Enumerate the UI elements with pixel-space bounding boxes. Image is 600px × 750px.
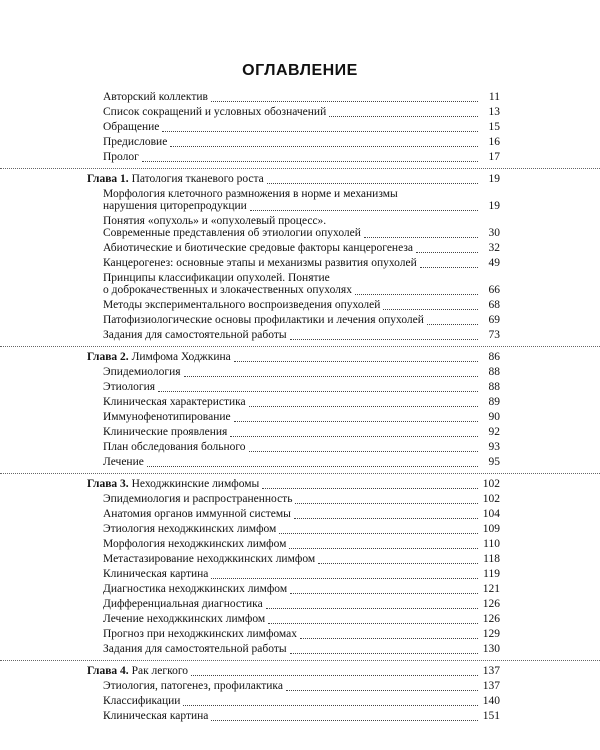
dot-leader <box>184 376 478 377</box>
page-number: 118 <box>483 553 500 565</box>
dot-leader <box>295 503 478 504</box>
toc-entry <box>0 256 600 271</box>
dot-leader <box>191 675 478 676</box>
toc-label: Лечение неходжкинских лимфом <box>103 613 266 625</box>
chapter-row <box>0 350 600 365</box>
dot-leader <box>234 421 478 422</box>
dot-leader <box>364 237 478 238</box>
dot-leader <box>170 146 478 147</box>
dot-leader <box>162 131 478 132</box>
toc-label: Патофизиологические основы профилактики и лечения опухолей <box>103 314 424 326</box>
toc-entry <box>0 90 600 105</box>
page-number: 68 <box>488 299 500 311</box>
chapter-heading <box>87 172 264 187</box>
dot-leader <box>249 406 478 407</box>
page-number: 88 <box>488 381 500 393</box>
toc-entry <box>0 410 600 425</box>
dot-leader <box>294 518 478 519</box>
page-number: 86 <box>488 351 500 363</box>
page-number: 16 <box>488 136 500 148</box>
toc-label: План обследования больного <box>103 441 246 453</box>
toc-entry <box>0 241 600 256</box>
toc-label: Анатомия органов иммунной системы <box>103 508 291 520</box>
toc-label: Эпидемиология <box>103 366 181 378</box>
toc-entry <box>0 567 600 582</box>
page-number: 95 <box>488 456 500 468</box>
toc-label: Морфология неходжкинских лимфом <box>103 538 287 550</box>
dot-leader <box>427 324 478 325</box>
toc-label: Абиотические и биотические средовые факторы канцерогенеза <box>103 242 413 254</box>
page-number: 19 <box>488 200 500 212</box>
dot-leader <box>211 578 478 579</box>
chapter-section <box>0 168 600 343</box>
page-number: 110 <box>483 538 500 550</box>
dot-leader <box>234 361 478 362</box>
toc-label-continued: нарушения циторепродукции <box>103 200 247 212</box>
toc-label: Этиология, патогенез, профилактика <box>103 680 283 692</box>
toc-entry <box>0 679 600 694</box>
page-number: 11 <box>488 91 500 103</box>
chapter-heading <box>87 664 188 679</box>
toc-entry <box>0 709 600 724</box>
toc-entry <box>0 135 600 150</box>
chapter-number: Глава 4. <box>87 665 129 677</box>
page-number: 15 <box>488 121 500 133</box>
page-number: 13 <box>488 106 500 118</box>
toc-entry <box>0 537 600 552</box>
chapter-title: Рак легкого <box>131 665 189 677</box>
toc-label: Задания для самостоятельной работы <box>103 643 287 655</box>
toc-entry <box>0 597 600 612</box>
dot-leader <box>211 720 478 721</box>
toc-entry <box>0 694 600 709</box>
toc-entry <box>0 105 600 120</box>
chapter-title: Патология тканевого роста <box>131 173 264 185</box>
dot-leader <box>230 436 478 437</box>
dot-leader <box>279 533 478 534</box>
toc-label-continued: Современные представления об этиологии опухолей <box>103 227 361 239</box>
table-of-contents <box>0 90 600 724</box>
toc-entry <box>0 187 600 214</box>
dot-leader <box>290 653 478 654</box>
page-number: 73 <box>488 329 500 341</box>
toc-label: Клиническая картина <box>103 568 209 580</box>
page-number: 151 <box>482 710 500 722</box>
toc-label: Дифференциальная диагностика <box>103 598 263 610</box>
dot-leader <box>300 638 478 639</box>
toc-label: Лечение <box>103 456 144 468</box>
page-number: 137 <box>482 665 500 677</box>
toc-entry <box>0 552 600 567</box>
toc-entry <box>0 271 600 298</box>
chapter-number: Глава 3. <box>87 478 129 490</box>
page-number: 17 <box>488 151 500 163</box>
chapter-row <box>0 664 600 679</box>
chapter-title: Лимфома Ходжкина <box>131 351 231 363</box>
toc-label: Обращение <box>103 121 160 133</box>
page-number: 109 <box>482 523 500 535</box>
dot-leader <box>290 339 478 340</box>
toc-label: Клиническая картина <box>103 710 209 722</box>
dot-leader <box>290 593 478 594</box>
dot-leader <box>183 705 478 706</box>
toc-label: Морфология клеточного размножения в норме и механизмы <box>103 188 398 200</box>
toc-label: Пролог <box>103 151 139 163</box>
dot-leader <box>329 116 478 117</box>
page-number: 119 <box>483 568 500 580</box>
toc-entry <box>0 612 600 627</box>
toc-label: Классификации <box>103 695 181 707</box>
page-number: 126 <box>482 598 500 610</box>
toc-entry <box>0 150 600 165</box>
toc-label: Предисловие <box>103 136 168 148</box>
toc-entry <box>0 328 600 343</box>
dot-leader <box>250 210 478 211</box>
page-number: 121 <box>482 583 500 595</box>
toc-entry <box>0 522 600 537</box>
toc-label: Понятия «опухоль» и «опухолевый процесс». <box>103 215 327 227</box>
toc-entry <box>0 582 600 597</box>
toc-label: Список сокращений и условных обозначений <box>103 106 327 118</box>
toc-label: Авторский коллектив <box>103 91 208 103</box>
toc-entry <box>0 507 600 522</box>
dot-leader <box>158 391 478 392</box>
toc-label: Принципы классификации опухолей. Понятие <box>103 272 330 284</box>
chapter-heading <box>87 350 231 365</box>
toc-entry <box>0 365 600 380</box>
toc-entry <box>0 395 600 410</box>
page-number: 126 <box>482 613 500 625</box>
toc-label: Задания для самостоятельной работы <box>103 329 287 341</box>
dot-leader <box>286 690 478 691</box>
front-matter <box>0 90 600 165</box>
chapter-number: Глава 2. <box>87 351 129 363</box>
page-number: 92 <box>488 426 500 438</box>
toc-label: Клинические проявления <box>103 426 228 438</box>
chapter-row <box>0 477 600 492</box>
chapter-number: Глава 1. <box>87 173 129 185</box>
page-number: 32 <box>488 242 500 254</box>
toc-entry <box>0 298 600 313</box>
toc-label: Канцерогенез: основные этапы и механизмы развития опухолей <box>103 257 417 269</box>
page-title: ОГЛАВЛЕНИЕ <box>242 62 358 79</box>
dot-leader <box>266 608 478 609</box>
dot-leader <box>289 548 478 549</box>
dot-leader <box>383 309 478 310</box>
toc-entry <box>0 440 600 455</box>
page-number: 49 <box>488 257 500 269</box>
page-number: 130 <box>482 643 500 655</box>
page-number: 88 <box>488 366 500 378</box>
toc-entry <box>0 120 600 135</box>
page-number: 129 <box>482 628 500 640</box>
page-number: 102 <box>482 493 500 505</box>
chapter-section <box>0 660 600 724</box>
toc-label: Этиология неходжкинских лимфом <box>103 523 277 535</box>
toc-entry <box>0 627 600 642</box>
toc-label: Диагностика неходжкинских лимфом <box>103 583 288 595</box>
dot-leader <box>211 101 478 102</box>
dot-leader <box>262 488 478 489</box>
toc-entry <box>0 492 600 507</box>
chapter-section <box>0 473 600 657</box>
page-number: 140 <box>482 695 500 707</box>
toc-entry <box>0 380 600 395</box>
page-number: 93 <box>488 441 500 453</box>
toc-entry <box>0 425 600 440</box>
page-number: 69 <box>488 314 500 326</box>
page-number: 137 <box>482 680 500 692</box>
page-number: 89 <box>488 396 500 408</box>
dot-leader <box>268 623 478 624</box>
page-number: 102 <box>482 478 500 490</box>
toc-entry <box>0 313 600 328</box>
toc-label: Эпидемиология и распространенность <box>103 493 293 505</box>
page-number: 104 <box>482 508 500 520</box>
dot-leader <box>142 161 478 162</box>
dot-leader <box>420 267 478 268</box>
dot-leader <box>318 563 478 564</box>
toc-entry <box>0 642 600 657</box>
toc-label: Иммунофенотипирование <box>103 411 231 423</box>
chapter-title: Неходжкинские лимфомы <box>131 478 260 490</box>
toc-label: Этиология <box>103 381 156 393</box>
page-number: 90 <box>488 411 500 423</box>
toc-entry <box>0 455 600 470</box>
dot-leader <box>147 466 478 467</box>
chapter-heading <box>87 477 259 492</box>
page-number: 19 <box>488 173 500 185</box>
toc-entry <box>0 214 600 241</box>
toc-label: Клиническая характеристика <box>103 396 246 408</box>
dot-leader <box>267 183 478 184</box>
dot-leader <box>416 252 478 253</box>
dot-leader <box>355 294 478 295</box>
chapter-row <box>0 172 600 187</box>
toc-label: Метастазирование неходжкинских лимфом <box>103 553 316 565</box>
page-number: 30 <box>488 227 500 239</box>
toc-label: Прогноз при неходжкинских лимфомах <box>103 628 297 640</box>
chapter-section <box>0 346 600 470</box>
toc-label-continued: о доброкачественных и злокачественных опухолях <box>103 284 352 296</box>
page-number: 66 <box>488 284 500 296</box>
toc-label: Методы экспериментального воспроизведения опухолей <box>103 299 381 311</box>
dot-leader <box>249 451 478 452</box>
